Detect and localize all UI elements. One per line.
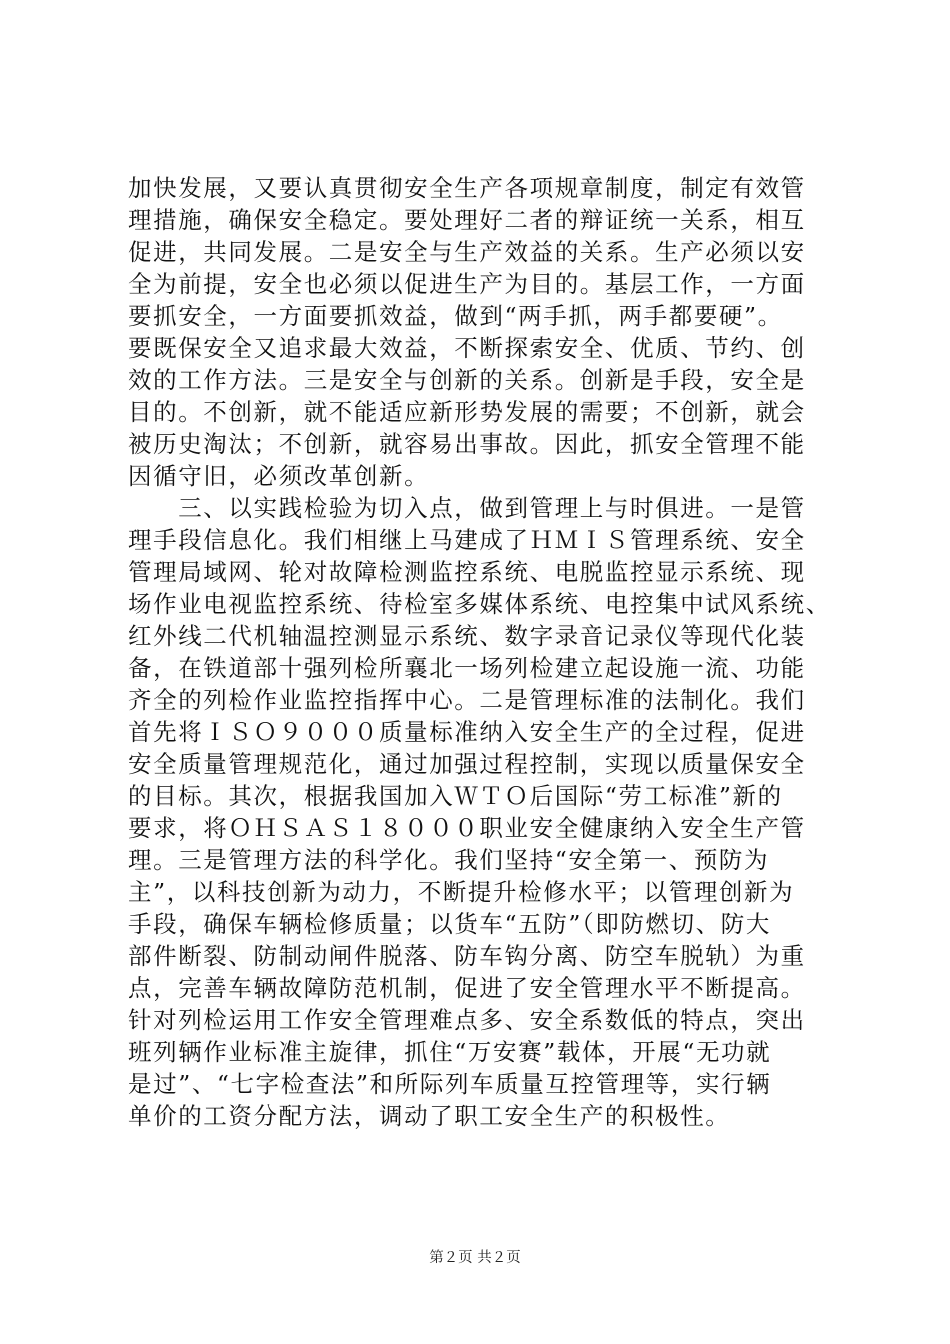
text-line: 理手段信息化。我们相继上马建成了ＨＭＩＳ管理系统、安全 — [128, 526, 806, 554]
text-line: 理措施，确保安全稳定。要处理好二者的辩证统一关系，相互 — [128, 206, 806, 234]
text-line: 部件断裂、防制动闸件脱落、防车钩分离、防空车脱轨）为重 — [128, 942, 806, 970]
text-line: 要既保安全又追求最大效益，不断探索安全、优质、节约、创 — [128, 334, 806, 362]
body-text — [128, 172, 831, 1132]
text-line: 三、以实践检验为切入点，做到管理上与时俱进。一是管 — [128, 494, 806, 522]
page-number-label: 第２页 共２页 — [429, 1250, 521, 1266]
text-line: 全为前提，安全也必须以促进生产为目的。基层工作，一方面 — [128, 270, 806, 298]
text-line: 理。三是管理方法的科学化。我们坚持“安全第一、预防为 — [128, 846, 770, 874]
text-line: 管理局域网、轮对故障检测监控系统、电脱监控显示系统、现 — [128, 558, 806, 586]
text-line: 单价的工资分配方法，调动了职工安全生产的积极性。 — [128, 1102, 731, 1130]
text-line: 点，完善车辆故障防范机制，促进了安全管理水平不断提高。 — [128, 974, 806, 1002]
text-line: 促进，共同发展。二是安全与生产效益的关系。生产必须以安 — [128, 238, 806, 266]
text-line: 是过”、“七字检查法”和所际列车质量互控管理等，实行辆 — [128, 1070, 772, 1098]
text-line: 因循守旧，必须改革创新。 — [128, 462, 430, 490]
text-line: 班列辆作业标准主旋律，抓住“万安赛”载体，开展“无功就 — [128, 1038, 772, 1066]
text-line: 安全质量管理规范化，通过加强过程控制，实现以质量保安全 — [128, 750, 806, 778]
text-line: 要抓安全，一方面要抓效益，做到“两手抓，两手都要硬”。 — [128, 302, 783, 330]
text-line: 场作业电视监控系统、待检室多媒体系统、电控集中试风系统、 — [128, 590, 831, 618]
text-line: 要求，将ＯＨＳＡＳ１８０００职业安全健康纳入安全生产管 — [128, 814, 806, 842]
text-line: 主”，以科技创新为动力，不断提升检修水平；以管理创新为 — [128, 878, 795, 906]
text-line: 加快发展，又要认真贯彻安全生产各项规章制度，制定有效管 — [128, 174, 806, 202]
text-line: 被历史淘汰；不创新，就容易出事故。因此，抓安全管理不能 — [128, 430, 806, 458]
text-line: 针对列检运用工作安全管理难点多、安全系数低的特点，突出 — [128, 1006, 806, 1034]
page-footer — [0, 1248, 950, 1268]
text-line: 手段，确保车辆检修质量；以货车“五防”（即防燃切、防大 — [128, 910, 771, 938]
text-line: 首先将ＩＳＯ９０００质量标准纳入安全生产的全过程，促进 — [128, 718, 806, 746]
text-line: 目的。不创新，就不能适应新形势发展的需要；不创新，就会 — [128, 398, 806, 426]
text-line: 齐全的列检作业监控指挥中心。二是管理标准的法制化。我们 — [128, 686, 806, 714]
text-line: 备，在铁道部十强列检所襄北一场列检建立起设施一流、功能 — [128, 654, 806, 682]
text-line: 的目标。其次，根据我国加入ＷＴＯ后国际“劳工标准”新的 — [128, 782, 783, 810]
text-line: 红外线二代机轴温控测显示系统、数字录音记录仪等现代化装 — [128, 622, 806, 650]
text-line: 效的工作方法。三是安全与创新的关系。创新是手段，安全是 — [128, 366, 806, 394]
